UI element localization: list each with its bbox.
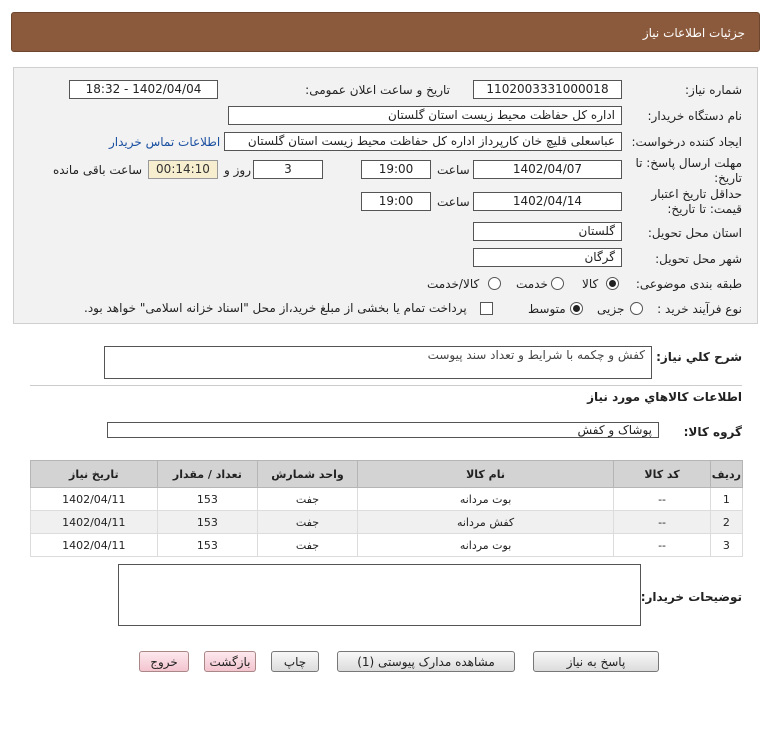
buyer-org-field: اداره کل حفاظت محیط زیست استان گلستان (228, 106, 622, 125)
back-button[interactable]: بازگشت (204, 651, 256, 672)
cell-qty: 153 (157, 488, 258, 511)
reply-deadline-label: مهلت ارسال پاسخ: تا (635, 156, 742, 170)
view-attachments-button[interactable]: مشاهده مدارک پیوستی (1) (337, 651, 515, 672)
remaining-time-field: 00:14:10 (148, 160, 218, 179)
reply-time-label: ساعت (437, 163, 470, 177)
table-row (31, 511, 743, 534)
validity-date-field: 1402/04/14 (473, 192, 622, 211)
cell-row: 1 (710, 488, 742, 511)
announce-label: تاریخ و ساعت اعلان عمومی: (305, 83, 450, 97)
days-label: روز و (224, 163, 251, 177)
exit-button[interactable]: خروج (139, 651, 189, 672)
col-row: ردیف (710, 461, 742, 488)
buyer-contact-link[interactable]: اطلاعات تماس خریدار (109, 135, 221, 149)
category-service-label: خدمت (516, 277, 548, 291)
reply-button[interactable]: پاسخ به نیاز (533, 651, 659, 672)
validity-time-field: 19:00 (361, 192, 431, 211)
page-header (11, 12, 760, 52)
validity-label-2: قیمت: تا تاریخ: (667, 202, 742, 216)
cell-code: -- (614, 488, 710, 511)
reply-date-field: 1402/04/07 (473, 160, 622, 179)
cell-date: 1402/04/11 (31, 534, 158, 557)
col-qty: تعداد / مقدار (157, 461, 258, 488)
buyer-org-label: نام دستگاه خریدار: (647, 109, 742, 123)
treasury-payment-checkbox[interactable] (480, 302, 493, 315)
validity-label: حداقل تاریخ اعتبار (651, 187, 742, 201)
cell-row: 3 (710, 534, 742, 557)
need-number-field: 1102003331000018 (473, 80, 622, 99)
city-label: شهر محل تحویل: (655, 252, 742, 266)
province-field: گلستان (473, 222, 622, 241)
buyer-notes-field (118, 564, 641, 626)
cell-row: 2 (710, 511, 742, 534)
buyer-notes-label: توضیحات خریدار: (640, 590, 742, 604)
col-date: تاریخ نیاز (31, 461, 158, 488)
cell-date: 1402/04/11 (31, 488, 158, 511)
cell-code: -- (614, 534, 710, 557)
need-number-label: شماره نیاز: (685, 83, 742, 97)
days-field: 3 (253, 160, 323, 179)
cell-name: بوت مردانه (357, 488, 613, 511)
goods-section-title: اطلاعات کالاهاي مورد نياز (587, 390, 742, 404)
category-service-radio[interactable] (551, 277, 564, 290)
treasury-payment-note: پرداخت تمام یا بخشی از مبلغ خرید،از محل "اسناد خزانه اسلامی" خواهد بود. (84, 301, 467, 315)
reply-time-field: 19:00 (361, 160, 431, 179)
category-goods-label: کالا (582, 277, 599, 291)
city-field: گرگان (473, 248, 622, 267)
goods-table (30, 460, 743, 557)
process-label: نوع فرآیند خرید : (657, 302, 742, 316)
cell-qty: 153 (157, 511, 258, 534)
table-row (31, 534, 743, 557)
cell-name: کفش مردانه (357, 511, 613, 534)
process-medium-label: متوسط (528, 302, 566, 316)
cell-date: 1402/04/11 (31, 511, 158, 534)
table-row (31, 488, 743, 511)
process-minor-radio[interactable] (630, 302, 643, 315)
summary-field: کفش و چکمه با شرایط و تعداد سند پیوست (104, 346, 652, 379)
category-goods-radio[interactable] (606, 277, 619, 290)
summary-label: شرح کلي نياز: (656, 350, 742, 364)
print-button[interactable]: چاپ (271, 651, 319, 672)
goods-table-header (31, 461, 743, 488)
category-both-radio[interactable] (488, 277, 501, 290)
divider (30, 385, 742, 386)
reply-deadline-label-2: تاریخ: (714, 171, 742, 185)
col-unit: واحد شمارش (258, 461, 358, 488)
creator-field: عباسعلی قلیچ خان کارپرداز اداره کل حفاظت محیط زیست استان گلستان (224, 132, 622, 151)
process-minor-label: جزیی (597, 302, 625, 316)
cell-qty: 153 (157, 534, 258, 557)
page-title: جزئیات اطلاعات نیاز (642, 26, 745, 40)
cell-unit: جفت (258, 511, 358, 534)
col-code: کد کالا (614, 461, 710, 488)
cell-unit: جفت (258, 488, 358, 511)
goods-group-field: پوشاک و کفش (107, 422, 659, 438)
province-label: استان محل تحویل: (647, 226, 742, 240)
creator-label: ایجاد کننده درخواست: (631, 135, 742, 149)
announce-field: 1402/04/04 - 18:32 (69, 80, 218, 99)
process-medium-radio[interactable] (570, 302, 583, 315)
cell-name: بوت مردانه (357, 534, 613, 557)
validity-time-label: ساعت (437, 195, 470, 209)
category-both-label: کالا/خدمت (427, 277, 480, 291)
goods-group-label: گروه کالا: (683, 425, 742, 439)
cell-code: -- (614, 511, 710, 534)
cell-unit: جفت (258, 534, 358, 557)
col-name: نام کالا (357, 461, 613, 488)
category-label: طبقه بندی موضوعی: (635, 277, 742, 291)
remaining-time-label: ساعت باقی مانده (53, 163, 143, 177)
